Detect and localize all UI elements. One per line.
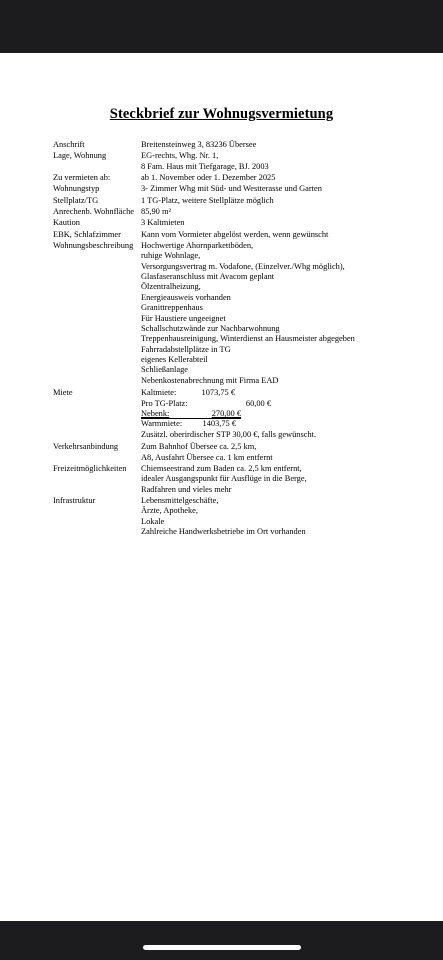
row-label: Lage, Wohnung bbox=[53, 151, 107, 161]
rent-item-value: 1073,75 € bbox=[201, 388, 235, 398]
rent-item-value: 60,00 € bbox=[245, 398, 271, 408]
home-indicator[interactable] bbox=[143, 945, 301, 950]
value-line: 8 Fam. Haus mit Tiefgarage, BJ. 2003 bbox=[141, 161, 269, 171]
value-line: Chiemseestrand zum Baden ca. 2,5 km entfernt, bbox=[141, 464, 302, 473]
row-value bbox=[141, 218, 185, 228]
rent-item bbox=[141, 409, 281, 419]
row-label: Wohnungstyp bbox=[53, 184, 100, 194]
row-value bbox=[141, 173, 275, 183]
row-label: Verkehrsanbindung bbox=[53, 442, 119, 452]
row-value bbox=[141, 184, 322, 194]
row-label: Anschrift bbox=[53, 140, 85, 149]
value-line: ab 1. November oder 1. Dezember 2025 bbox=[141, 173, 276, 182]
rent-item-key: Warmmiete: bbox=[141, 419, 183, 429]
row-label: Kaution bbox=[53, 218, 80, 228]
value-line: Kann vom Vormieter abgelöst werden, wenn gewünscht bbox=[141, 229, 329, 239]
value-line: Nebenkostenabrechnung mit Firma EAD bbox=[141, 375, 279, 385]
bottom-bar bbox=[0, 921, 443, 960]
rent-extra: Zusätzl. oberirdischer STP 30,00 €, falls gewünscht. bbox=[141, 429, 317, 439]
value-line: 85,90 m² bbox=[141, 206, 171, 216]
value-line: Energieausweis vorhanden bbox=[141, 292, 231, 302]
row-value bbox=[141, 496, 306, 538]
value-line: Ärzte, Apotheke, bbox=[141, 506, 198, 516]
value-line: eigenes Kellerabteil bbox=[141, 355, 208, 365]
value-line: Für Haustiere ungeeignet bbox=[141, 313, 226, 323]
value-line: Zum Bahnhof Übersee ca. 2,5 km, bbox=[141, 442, 257, 452]
rent-label: Miete bbox=[53, 388, 73, 398]
row-value bbox=[141, 207, 171, 217]
value-line: EG-rechts, Whg. Nr. 1, bbox=[141, 151, 219, 161]
value-line: Lokale bbox=[141, 516, 165, 526]
rent-item bbox=[141, 399, 281, 409]
row-value bbox=[141, 140, 256, 150]
value-line: Zahlreiche Handwerksbetriebe im Ort vorhanden bbox=[141, 527, 306, 537]
value-line: 3 Kaltmieten bbox=[141, 218, 185, 228]
rent-item-value: 1403,75 € bbox=[202, 419, 236, 429]
rent-values bbox=[141, 388, 316, 440]
row-label: Infrastruktur bbox=[53, 496, 96, 506]
row-value bbox=[141, 230, 328, 240]
value-line: Fahrradabstellplätze in TG bbox=[141, 344, 231, 354]
rent-item bbox=[141, 388, 281, 398]
row-value bbox=[141, 442, 273, 463]
value-line: Lebensmittelgeschäfte, bbox=[141, 496, 219, 506]
rent-item-key: Pro TG-Platz: bbox=[141, 398, 188, 408]
value-line: Versorgungsvertrag m. Vodafone, (Einzelver./Whg möglich), bbox=[141, 261, 345, 271]
value-line: 3- Zimmer Whg mit Süd- und Westterasse und Garten bbox=[141, 184, 322, 194]
value-line: Ölzentralheizung, bbox=[141, 282, 201, 292]
row-value bbox=[141, 241, 355, 386]
rent-item-key: Nebenk: bbox=[141, 409, 170, 419]
row-label: Wohnungsbeschreibung bbox=[53, 240, 134, 250]
row-label: Zu vermieten ab: bbox=[53, 173, 111, 182]
row-label: Anrechenb. Wohnfläche bbox=[53, 206, 135, 216]
rent-item-value: 270,00 € bbox=[211, 409, 241, 419]
row-label: Freizeitmöglichkeiten bbox=[53, 464, 127, 473]
row-label: EBK, Schlafzimmer bbox=[53, 229, 121, 239]
row-label: Stellplatz/TG bbox=[53, 195, 99, 205]
value-line: Schließanlage bbox=[141, 365, 188, 375]
value-line: Treppenhausreinigung, Winterdienst an Hausmeister abgegeben bbox=[141, 334, 355, 344]
rent-item bbox=[141, 419, 281, 429]
rent-item-key: Kaltmiete: bbox=[141, 388, 177, 398]
value-line: Hochwertige Ahornparkettböden, bbox=[141, 240, 254, 250]
value-line: ruhige Wohnlage, bbox=[141, 251, 201, 261]
value-line: idealer Ausgangspunkt für Ausflüge in die Berge, bbox=[141, 474, 307, 484]
value-line: Schallschutzwände zur Nachbarwohnung bbox=[141, 323, 280, 333]
value-line: Breitensteinweg 3, 83236 Übersee bbox=[141, 140, 257, 149]
value-line: A8, Ausfahrt Übersee ca. 1 km entfernt bbox=[141, 452, 273, 462]
value-line: 1 TG-Platz, weitere Stellplätze möglich bbox=[141, 195, 274, 205]
value-line: Glasfaseranschluss mit Avacom geplant bbox=[141, 271, 275, 281]
document-title: Steckbrief zur Wohnugsvermietung bbox=[109, 106, 334, 122]
top-status-bar bbox=[0, 0, 443, 53]
value-line: Granittreppenhaus bbox=[141, 303, 203, 313]
row-value bbox=[141, 196, 274, 206]
row-value bbox=[141, 464, 307, 495]
value-line: Radfahren und vieles mehr bbox=[141, 484, 232, 494]
row-value bbox=[141, 151, 269, 172]
